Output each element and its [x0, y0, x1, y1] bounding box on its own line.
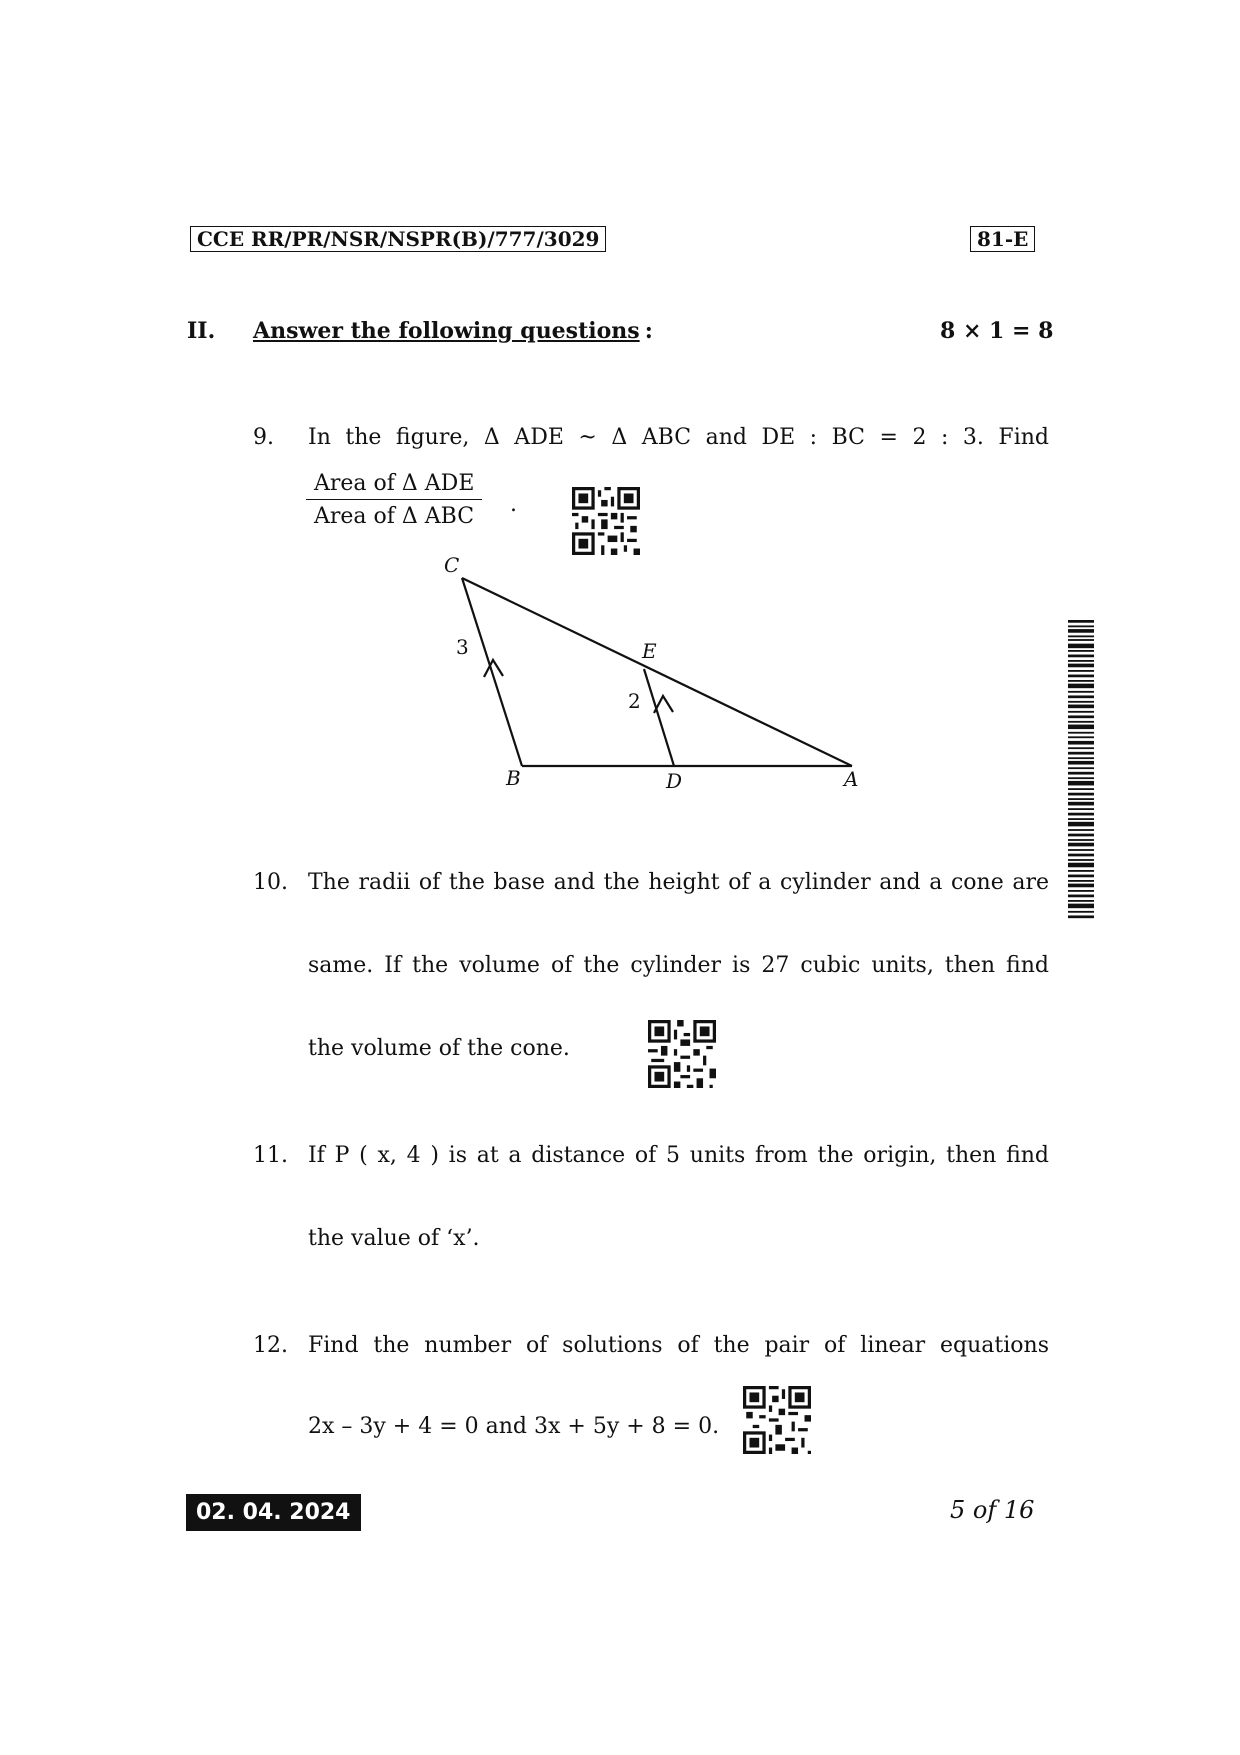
vertex-label-d: D: [666, 769, 683, 793]
question-9-fraction: [306, 471, 482, 529]
question-12-line-1: Find the number of solutions of the pair of linear equations: [308, 1333, 1049, 1358]
question-12-line-2: 2x – 3y + 4 = 0 and 3x + 5y + 8 = 0.: [308, 1414, 720, 1439]
section-marks: 8 × 1 = 8: [940, 318, 1054, 344]
section-heading: [253, 318, 653, 344]
section-title: Answer the following questions: [253, 318, 640, 344]
side-cb: [462, 578, 522, 766]
exam-code: CCE RR/PR/NSR/NSPR(B)/777/3029: [197, 227, 600, 251]
question-10-line-1: The radii of the base and the height of a cylinder and a cone are: [308, 870, 1049, 895]
question-10-line-2: same. If the volume of the cylinder is 27 cubic units, then find: [308, 953, 1049, 978]
qr-code-icon: [572, 487, 640, 555]
exam-date: 02. 04. 2024: [186, 1494, 361, 1531]
page-number: 5 of 16: [950, 1496, 1035, 1524]
question-11-line-2: the value of ‘x’.: [308, 1226, 480, 1251]
vertex-label-e: E: [642, 639, 657, 663]
vertex-label-b: B: [506, 766, 521, 790]
question-11-line-1: If P ( x, 4 ) is at a distance of 5 units from the origin, then find: [308, 1143, 1049, 1168]
question-12-number: 12.: [253, 1333, 288, 1358]
triangle-figure: [430, 550, 880, 800]
question-9-number: 9.: [253, 425, 274, 450]
fraction-period: .: [510, 492, 517, 517]
section-colon: :: [644, 318, 653, 344]
fraction-numerator: Area of Δ ADE: [306, 471, 482, 500]
fraction-denominator: Area of Δ ABC: [314, 504, 475, 529]
paper-code: 81-E: [977, 227, 1029, 251]
vertex-label-a: A: [844, 767, 859, 791]
qr-code-icon: [743, 1386, 811, 1454]
qr-code-icon: [648, 1020, 716, 1088]
barcode-icon: [1068, 620, 1094, 920]
question-10-number: 10.: [253, 870, 288, 895]
side-ca: [462, 578, 852, 766]
exam-code-box: [190, 226, 606, 252]
side-label-bc: 3: [456, 635, 469, 659]
section-number: II.: [187, 318, 216, 344]
side-ed: [644, 669, 674, 766]
question-9-text: In the figure, Δ ADE ~ Δ ABC and DE : BC = 2 : 3. Find: [308, 425, 1049, 450]
side-label-de: 2: [628, 689, 641, 713]
paper-code-box: [970, 226, 1035, 252]
vertex-label-c: C: [444, 553, 460, 577]
question-11-number: 11.: [253, 1143, 288, 1168]
question-10-line-3: the volume of the cone.: [308, 1036, 570, 1061]
